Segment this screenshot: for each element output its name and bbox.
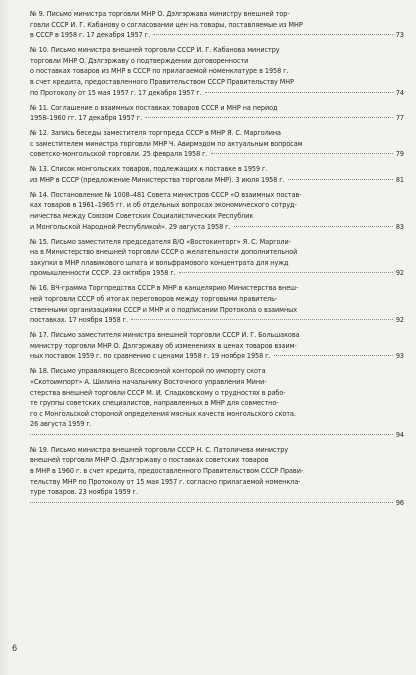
toc-entry-text: по Протоколу от 15 мая 1957 г. 17 декабря 1957 г.	[30, 87, 202, 97]
toc-entry-line	[30, 149, 404, 160]
dot-leader	[131, 319, 393, 320]
toc-entry-line: ках товаров в 1961–1965 гг. и об отдельных вопросах экономического сотруд-	[30, 200, 297, 210]
toc-entry-line	[30, 175, 404, 186]
toc-entry	[30, 366, 404, 440]
toc-page-ref: 94	[395, 429, 404, 439]
toc-entry	[30, 445, 404, 509]
toc-entry-line: стерства внешней торговли СССР М. И. Сладковскому о трудностях в рабо-	[30, 387, 286, 397]
toc-entry-text: в СССР в 1958 г. 17 декабря 1957 г.	[30, 30, 151, 40]
toc-entry-line: ничества между Союзом Советских Социалистических Республик	[30, 211, 254, 221]
toc-entry-line: № 11. Соглашение о взаимных поставках товаров СССР и МНР на период	[30, 102, 278, 112]
toc-entry	[30, 128, 404, 160]
dot-leader	[211, 153, 393, 154]
toc-entry-line	[30, 268, 404, 279]
toc-entry-line: 26 августа 1959 г.	[30, 419, 92, 429]
toc-page-ref: 96	[395, 497, 404, 507]
toc-entry-line: в МНР в 1960 г. в счет кредита, предоставленного Правительством СССР Прави-	[30, 466, 304, 476]
toc-entry-line	[30, 315, 404, 326]
toc-entry-line	[30, 430, 404, 441]
toc-entry-line: го с Монгольской стороной определения мясных качеств монгольского скота.	[30, 408, 296, 418]
toc-entry-text: и Монгольской Народной Республикой». 29 августа 1958 г.	[30, 221, 231, 231]
dot-leader	[179, 272, 393, 273]
toc-entry-line: «Скотоимпорт» А. Шилина начальнику Восточного управления Мини-	[30, 376, 267, 386]
page-number: 6	[12, 644, 18, 654]
toc-page-ref: 92	[395, 315, 404, 325]
toc-entry	[30, 103, 404, 124]
toc-entry	[30, 9, 404, 41]
toc-entry-line: закупки в МНР плавикового шпата и вольфрамового концентрата для нужд	[30, 257, 289, 267]
dot-leader	[153, 34, 393, 35]
toc-entry	[30, 190, 404, 232]
toc-entry	[30, 283, 404, 325]
toc-entry-text: 1958–1960 гг. 17 декабря 1957 г.	[30, 113, 143, 123]
toc-entry	[30, 330, 404, 362]
toc-entry-text: ных поставок 1959 г. по сравнению с ценами 1958 г. 19 ноября 1958 г.	[30, 351, 271, 361]
toc-entry-text: поставках. 17 ноября 1958 г.	[30, 315, 129, 325]
toc-entry-line: № 16. ВЧ-грамма Торгпредства СССР в МНР в канцелярию Министерства внеш-	[30, 283, 299, 293]
toc-entry-line	[30, 88, 404, 99]
toc-entry-line	[30, 222, 404, 233]
toc-page-ref: 73	[395, 30, 404, 40]
toc-entry	[30, 164, 404, 185]
toc-entry-line: внешней торговли МНР О. Дэлгэржаву о поставках советских товаров	[30, 455, 269, 465]
toc-entry-line: в счет кредита, предоставленного Правительством СССР Правительству МНР	[30, 76, 294, 86]
toc-entry-line: № 17. Письмо заместителя министра внешней торговли СССР И. Г. Большакова	[30, 330, 300, 340]
toc-entry-line: № 10. Письмо министра внешней торговли СССР И. Г. Кабанова министру	[30, 45, 280, 55]
toc-page-ref: 93	[395, 351, 404, 361]
toc-entry-line: № 15. Письмо заместителя председателя В/О «Востокинторг» Я. С. Марголи-	[30, 236, 291, 246]
toc-entry-line: № 12. Запись беседы заместителя торгпреда СССР в МНР Я. С. Марголина	[30, 128, 281, 138]
toc-page-ref: 83	[395, 221, 404, 231]
dot-leader	[145, 117, 393, 118]
toc-entry-line	[30, 498, 404, 509]
toc-entry-line: министру торговли МНР О. Дэлгэржаву об изменениях в ценах товаров взаим-	[30, 340, 297, 350]
toc-entry-line: о поставках товаров из МНР в СССР по прилагаемой номенклатуре в 1958 г.	[30, 66, 289, 76]
toc-page-ref: 74	[395, 87, 404, 97]
toc-entry-line: с заместителем министра торговли МНР Ч. Авирмэдом по актуальным вопросам	[30, 138, 303, 148]
dot-leader	[30, 434, 393, 435]
toc-page-ref: 81	[395, 174, 404, 184]
toc-entry-line	[30, 351, 404, 362]
dot-leader	[205, 92, 393, 93]
toc-entry-line: ней торговли СССР об итогах переговоров между торговыми правитель-	[30, 293, 278, 303]
toc-entry-line: № 13. Список монгольских товаров, подлежащих к поставке в 1959 г.	[30, 164, 268, 174]
toc-entry	[30, 237, 404, 279]
toc-entry-text: промышленности СССР. 23 октября 1958 г.	[30, 268, 176, 278]
dot-leader	[30, 502, 393, 503]
toc-entry-line: говли СССР И. Г. Кабанову о согласовании цен на товары, поставляемые из МНР	[30, 19, 303, 29]
toc-entry-line: те группы советских специалистов, направленных в МНР для совместно-	[30, 398, 279, 408]
toc-entry-line: № 14. Постановление № 1008–481 Совета министров СССР «О взаимных постав-	[30, 189, 302, 199]
toc-entry-line	[30, 113, 404, 124]
toc-page-ref: 77	[395, 113, 404, 123]
toc-entry-line: тельству МНР по Протоколу от 15 мая 1957 г. согласно прилагаемой номенкла-	[30, 476, 301, 486]
dot-leader	[288, 179, 393, 180]
toc-entry-text: из МНР в СССР (предложение Министерства торговли МНР). 3 июля 1958 г.	[30, 174, 285, 184]
toc-entry-line: ственными организациями СССР и МНР и о подписании Протокола о взаимных	[30, 304, 298, 314]
toc-entry-line: торговли МНР О. Дэлгэржаву о подтверждении договоренности	[30, 55, 249, 65]
toc-entry-text: советско-монгольской торговли. 25 февраля 1958 г.	[30, 149, 208, 159]
toc-entry-line: туре товаров. 23 ноября 1959 г.	[30, 487, 138, 497]
dot-leader	[274, 355, 393, 356]
toc-entry-line: № 18. Письмо управляющего Всесоюзной конторой по импорту скота	[30, 366, 266, 376]
toc-entry-line: № 9. Письмо министра торговли МНР О. Дэлгэржава министру внешней тор-	[30, 9, 290, 18]
toc-page-ref: 79	[395, 149, 404, 159]
toc-page-ref: 92	[395, 268, 404, 278]
toc-entry-line	[30, 30, 404, 41]
toc-entry	[30, 45, 404, 98]
toc-entry-line: на в Министерство внешней торговли СССР о желательности дополнительной	[30, 247, 298, 257]
table-of-contents	[30, 9, 404, 513]
toc-entry-line: № 19. Письмо министра внешней торговли СССР Н. С. Патоличева министру	[30, 444, 289, 454]
dot-leader	[234, 226, 393, 227]
